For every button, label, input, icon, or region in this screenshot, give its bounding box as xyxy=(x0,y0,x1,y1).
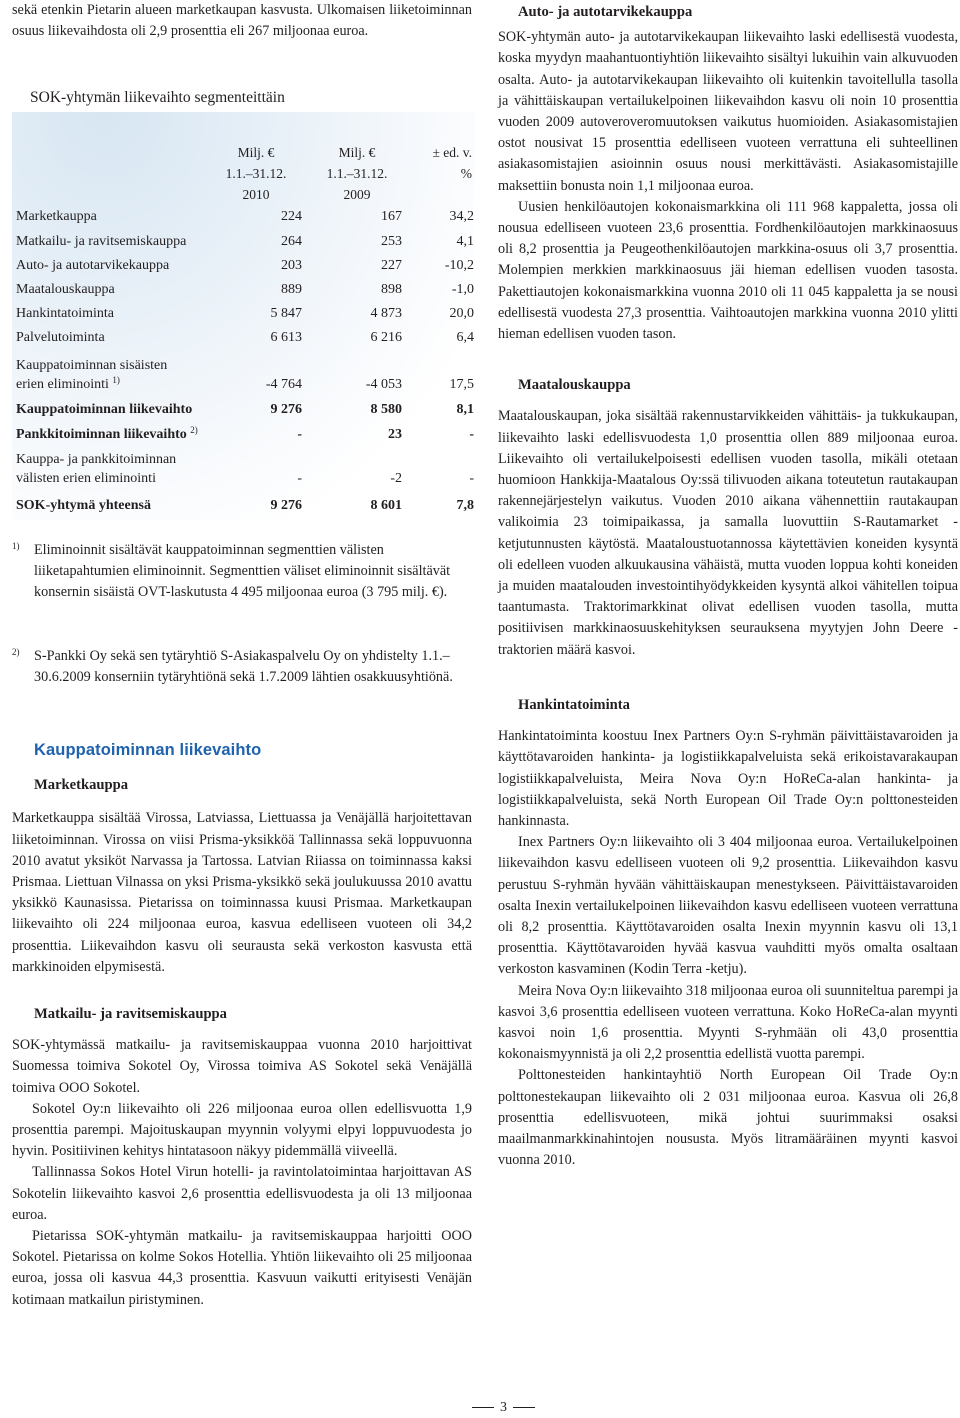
paragraph: SOK-yhtymässä matkailu- ja ravitsemiskauppaa vuonna 2010 harjoittivat Suomessa toimiva Sokotel Oy, Virossa toimiva AS Sokotel sekä Venäjällä toimiva OOO Sokotel. xyxy=(12,1037,472,1096)
paragraph: Uusien henkilöautojen kokonaismarkkina oli 111 968 kappaletta, jossa oli nousua edelliseen vuoteen 23,6 prosenttia. Fordhenkilöautojen markkinaosuus oli 8,2 prosenttia ja Peugeothenkilöautojen markkina-osuus oli 3,7 prosenttia. Molempien merkkien markkinaosuus jäi hieman edellisen vuoden tasosta. Pakettiautojen kokonaismarkkina vuonna 2010 oli 11 045 kappaletta ja se nousi edellisestä vuodesta 27,3 prosenttia. Vaihtoautojen markkina vuonna 2010 ylitti hieman edellisen vuoden tason. xyxy=(498,198,958,343)
paragraph: Meira Nova Oy:n liikevaihto 318 miljoonaa euroa oli suunniteltua parempi ja kasvoi 3,6 prosenttia edelliseen vuoteen verrattuna. Koko HoReCa-alan myynti kasvoi noin 1,6 prosenttia. Myynti S-ryhmään oli 43,0 prosenttia kokonaismyynnistä ja oli 2,2 prosenttia edellistä vuotta parempi. xyxy=(498,982,958,1063)
intro-paragraph: sekä etenkin Pietarin alueen marketkaupan kasvusta. Ulkomaisen liiketoiminnan osuus liikevaihdosta oli 2,9 prosenttia eli 267 miljoonaa euroa. xyxy=(12,2,472,40)
section-heading-matkailu: Matkailu- ja ravitsemiskauppa xyxy=(34,1006,227,1023)
paragraph: Hankintatoiminta koostuu Inex Partners Oy:n S-ryhmän päivittäistavaroiden ja käyttötavaroiden hankinta- ja logistiikkapalveluista sekä erikoistavarakaupan logistiikkapalveluista, Meira Nova Oy:n HoReCa-alan hankinta- ja logistiikkapalveluista, sekä North European Oil Trade Oy:n polttonesteiden hankinnasta. xyxy=(498,728,958,829)
paragraph: Inex Partners Oy:n liikevaihto oli 3 404 miljoonaa euroa. Vertailukelpoinen liikevaihdon kasvu edelliseen vuoteen oli 9,2 prosenttia. Liikevaihdon kasvu perustuu S-ryhmän hyvään vähittäiskaupan menestykseen. Päivittäistavaroiden osalta Inexin vertailukelpoinen liikevaihdon kasvu edelliseen vuoteen verrattuna oli 8,2 prosenttia. Käyttötavaroiden osalta Inexin myynnin kasvu oli 13,1 prosenttia. Käyttötavaroiden hyvää kasvua vauhditti myös omalta osaltaan verkoston kasvaminen (Kodin Terra -ketju). xyxy=(498,834,958,978)
section-heading-marketkauppa: Marketkauppa xyxy=(34,777,129,794)
paragraph: SOK-yhtymän auto- ja autotarvikekaupan liikevaihto laski edellisestä vuodesta, koska myydyn maahantuontiyhtiön liikevaihto sisältyi lukuihin vain alkuvuoden osalta. Auto- ja autotarvikekaupan liikevaihto oli kuitenkin tavoitellulla tasolla ja vähittäiskaupan vertailukelpoinen liikevaihdon kasvu oli noin 10 prosenttia vuoden 2009 autoveroveromuutoksen vaikutus huomioiden. Asiakasomistajien ostot nousivat 15 prosenttia edelliseen vuoteen verrattuna eli suhteellinen asiakasomistajien asioinnin osuus nousi merkittävästi. Asiakasomistajille maksettiin bonusta noin 1,1 miljoonaa euroa. xyxy=(498,29,958,194)
footnote-2: 2) S-Pankki Oy sekä sen tytäryhtiö S-Asiakaspalvelu Oy on yhdistelty 1.1.–30.6.2009 konserniin tytäryhtiönä sekä 1.7.2009 lähtien osakkuusyhtiönä. xyxy=(12,647,453,685)
header-2009: Milj. € 1.1.–31.12. 2009 xyxy=(326,145,388,202)
paragraph: Marketkauppa sisältää Virossa, Latviassa, Liettuassa ja Venäjällä harjoitettavan liiketoiminnan. Virossa on viisi Prisma-yksikköä Tallinnassa sekä loppuvuonna 2010 avatut yksiköt Narvassa ja Tartossa. Latvian Riiassa on toiminnassa kaksi Prismaa. Liettuan Vilnassa on yksi Prisma-yksikkö sekä joulukuussa 2010 avattu yksikkö Kaunasissa. Pietarissa on toiminnassa kuusi Prismaa. Marketkaupan liikevaihto oli 224 miljoonaa euroa, kasvua edelliseen vuoteen oli 34,2 prosenttia. Liikevaihdon kasvu oli seurausta sekä verkoston kasvusta että markkinoiden elpymisestä. xyxy=(12,810,472,975)
section-heading-maatalous: Maatalouskauppa xyxy=(518,377,631,394)
page-number-rule-right xyxy=(513,1407,535,1408)
paragraph: Pietarissa SOK-yhtymän matkailu- ja ravitsemiskauppaa harjoitti OOO Sokotel. Pietarissa on kolme Sokos Hotellia. Yhtiön liikevaihto oli 25 miljoonaa euroa, jossa oli kasvua 44,3 prosenttia. Kasvuun vaikutti erityisesti Venäjän kotimaan matkailun piristyminen. xyxy=(12,1228,472,1308)
segment-table: Milj. € 1.1.–31.12. 2010 Milj. € 1.1.–31.12. 2009 ± ed. v. % Marketkauppa 224 167 34,2 Matkailu- ja ravitsemiskauppa 264 253 4,1 Auto- ja autotarvikekauppa 203 227 -10,2 Maatalouskauppa 889 898 -1,0 Hankintatoiminta 5 847 4 873 20,0 Palvelutoiminta 6 613 6 216 6,4 Kauppatoiminnan sisäisten erien eliminointi $^{1)}$ -4 764 -4 053 17,5 Kauppatoiminnan liikevaihto 9 276 8 580 8,1 Pankkitoiminnan liikevaihto $^{2)}$ - 23 - Kauppa- ja pankkitoiminnan välisten erien eliminointi - -2 - SOK-yhtymä yhteensä 9 276 8 601 7,8 xyxy=(12,112,474,520)
page-number-rule-left xyxy=(472,1407,494,1408)
paragraph: Polttonesteiden hankintayhtiö North European Oil Trade Oy:n polttonestekaupan liikevaihto oli 2 031 miljoonaa euroa. Kasvua oli 26,8 prosenttia edellisvuoteen, mikä johtui suurimmaksi osaksi maailmanmarkkinahintojen noususta. Myös litramääräinen myynti kasvoi vuonna 2010. xyxy=(498,1067,958,1169)
page-number: 3 xyxy=(466,1397,541,1418)
paragraph: Sokotel Oy:n liikevaihto oli 226 miljoonaa euroa ollen edellisvuotta 1,9 prosenttia parempi. Majoituskaupan myynnin volyymi elpyi loppuvuodesta jo hyvin. Positiivinen kehitys hintatasoon näkyy pidemmällä viiveellä. xyxy=(12,1100,472,1160)
section-heading-hankinta: Hankintatoiminta xyxy=(518,696,630,713)
left-text-flow xyxy=(12,740,472,1311)
paragraph: Maatalouskaupan, joka sisältää rakennustarvikkeiden vähittäis- ja tukkukaupan, liikevaihto laski edellisvuodesta 1,0 prosenttia ollen 889 miljoonaa euroa. Liikevaihto oli vertailukelpoisesti edellisen vuoden tasolla, mikäli otetaan huomioon Hankkija-Maatalous Oy:ssä tilivuoden aikana toteutetun rautakaupan rakennejärjestelyn vaikutus. Vuoden 2010 aikana vähennettiin rautakaupan valikoimia 23 toimipaikassa, ja samalla luovuttiin S-Rautamarket -ketjutunnusten käytöstä. Maataloustuotannossa käytettävien koneiden kysyntä oli edelleen vuoden alkuukausina vähäistä, mutta vuoden loppua kohti koneiden ja muiden maatalouden investointihyödykkeiden kysyntä alkoi vähitellen toipua taantumasta. Traktorimarkkinat olivat edellisen vuoden tasolla, mutta positiivisen markkinaosuuskehityksen seurauksena myytyjen John Deere -traktorien määrä kasvoi. xyxy=(498,408,958,658)
main-heading: Kauppatoiminnan liikevaihto xyxy=(34,741,262,759)
header-2010: Milj. € 1.1.–31.12. 2010 xyxy=(225,145,287,202)
segment-table-title: SOK-yhtymän liikevaihto segmenteittäin xyxy=(30,89,285,106)
right-column xyxy=(498,2,958,1171)
header-change: ± ed. v. % xyxy=(432,145,472,181)
section-heading-auto: Auto- ja autotarvikekauppa xyxy=(518,4,693,20)
footnote-1: 1) Eliminoinnit sisältävät kauppatoiminnan segmenttien välisten liiketapahtumien eliminoinnit. Segmenttien väliset eliminoinnit sisältävät konsernin sisäistä OVT-laskutusta 4 495 miljoonaa euroa (3 795 milj. €). xyxy=(12,541,451,600)
paragraph: Tallinnassa Sokos Hotel Virun hotelli- ja ravintolatoimintaa harjoittavan AS Sokotelin liikevaihto kasvoi 2,6 prosenttia edellisvuodesta ja oli 13 miljoonaa euroa. xyxy=(12,1164,472,1223)
